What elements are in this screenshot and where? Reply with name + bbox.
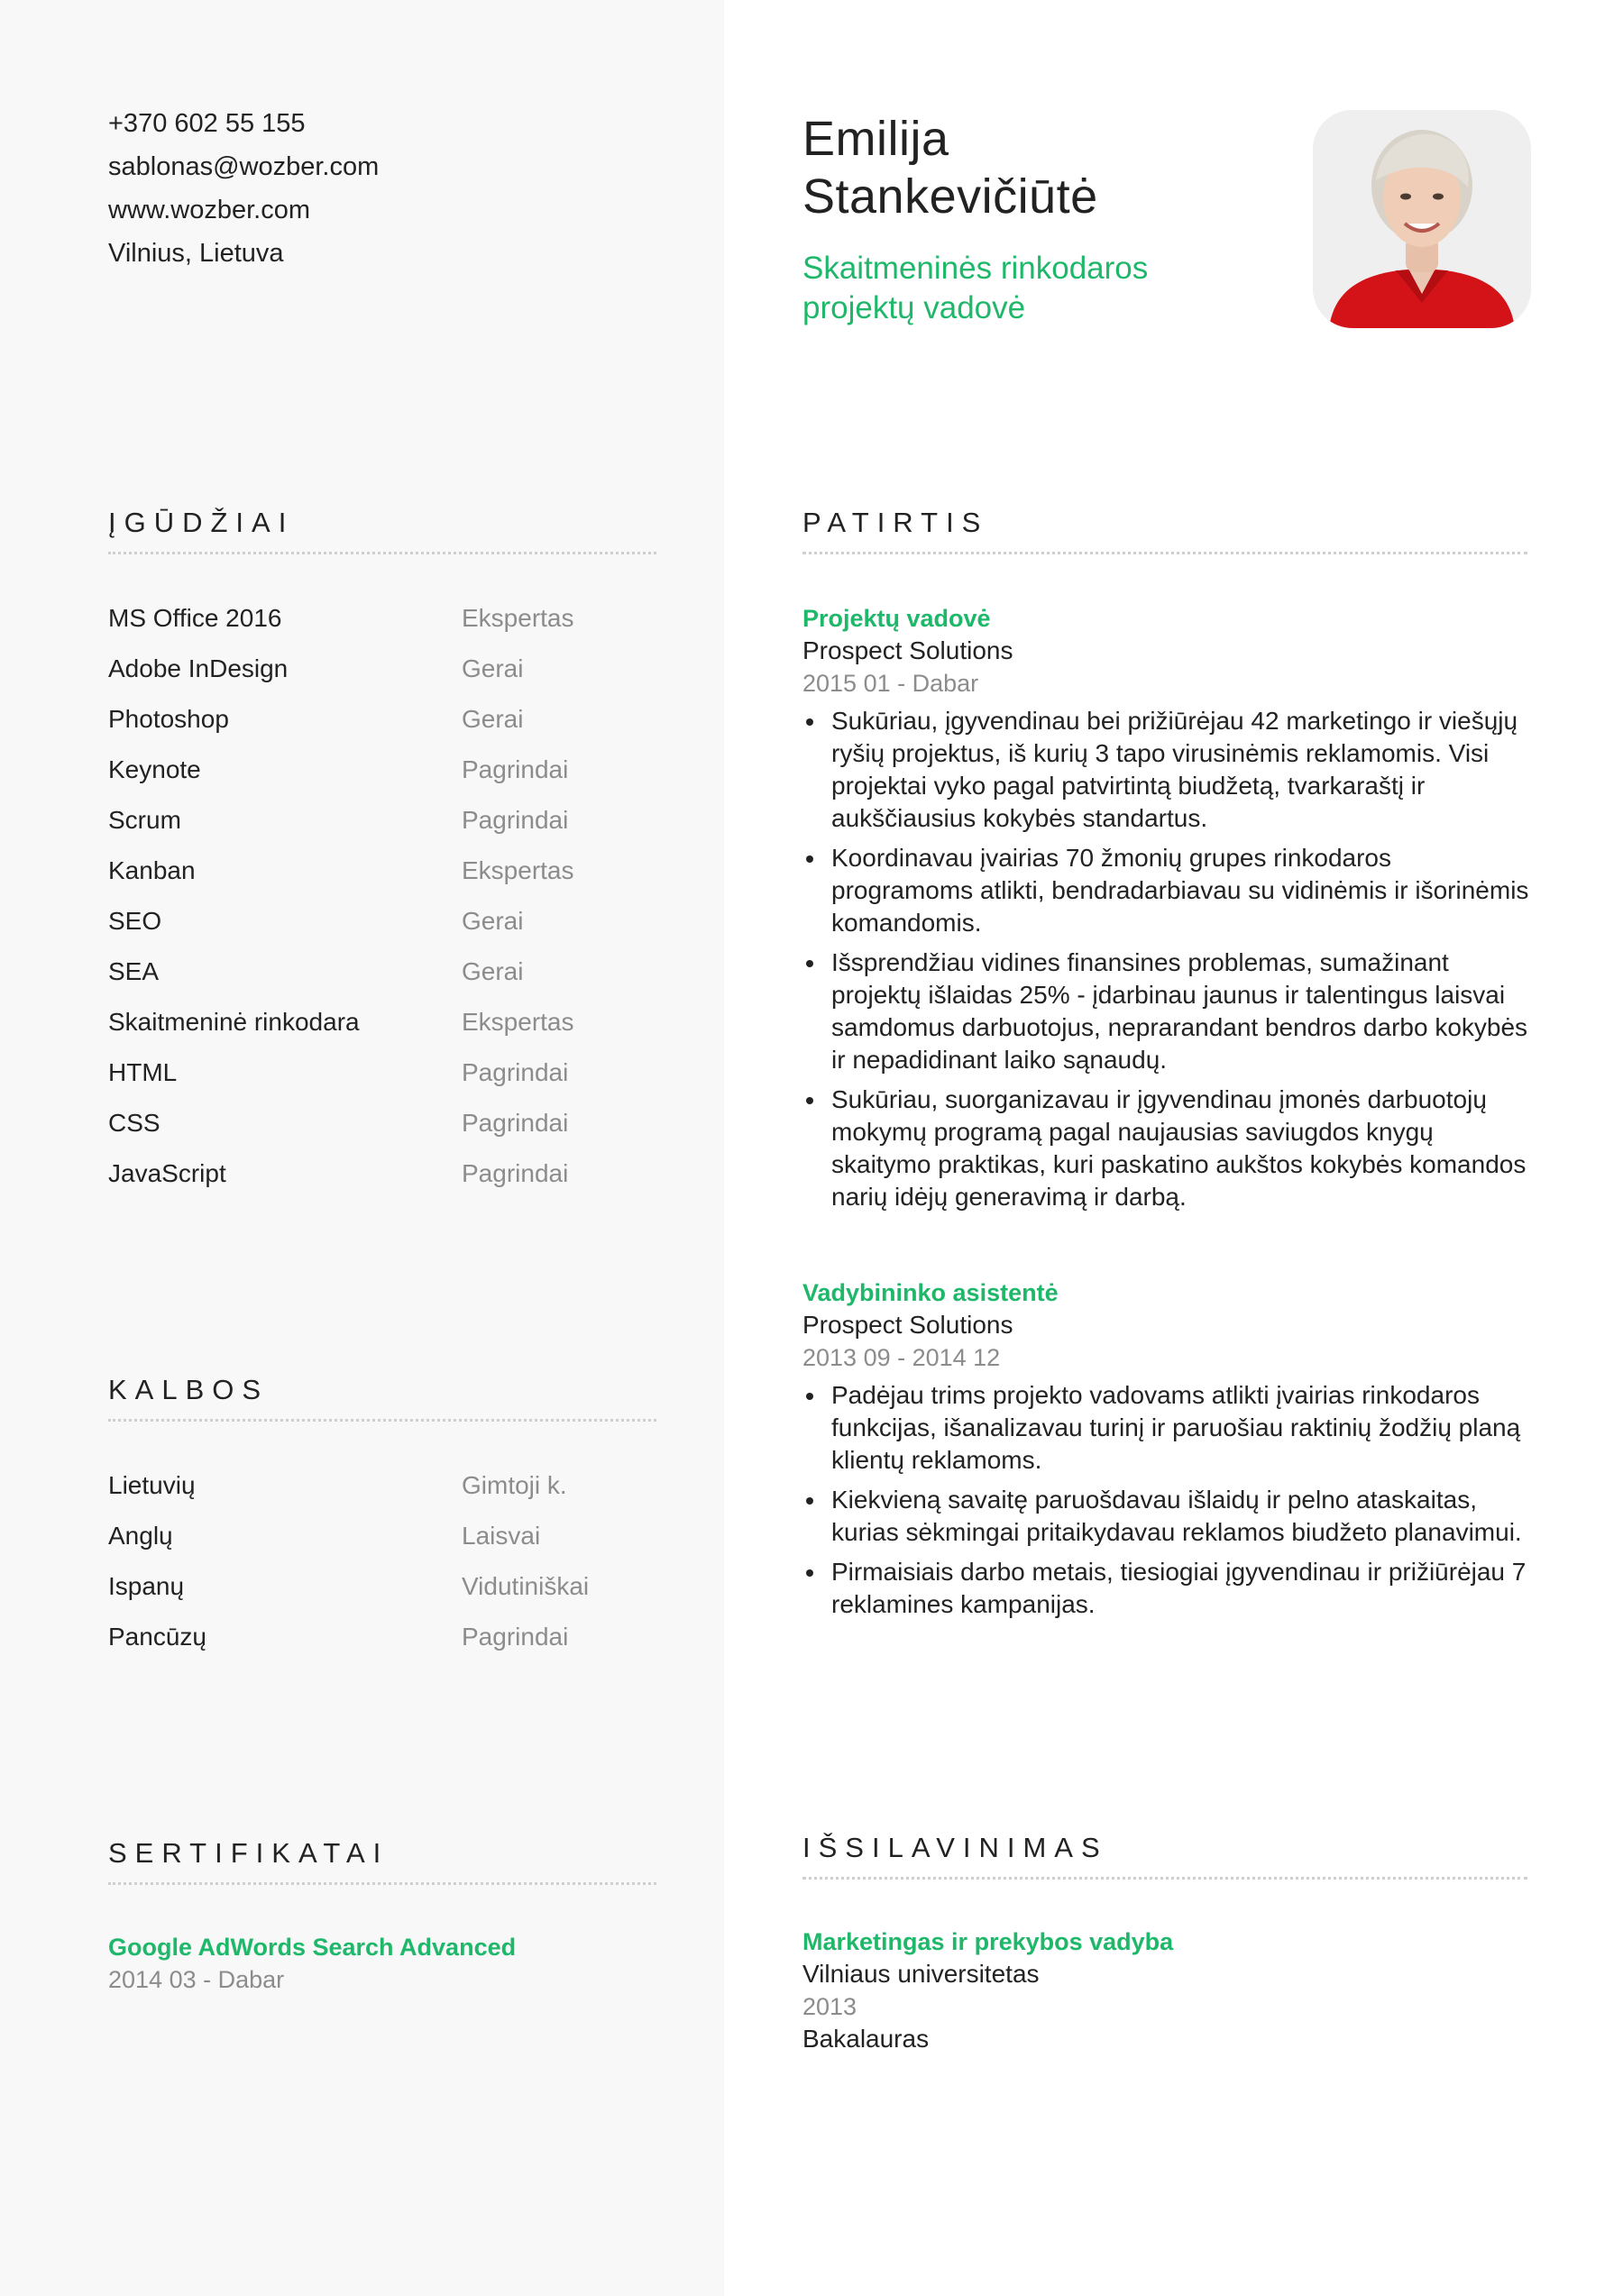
certificates-title: SERTIFIKATAI [108,1837,390,1869]
contact-email: sablonas@wozber.com [108,152,380,181]
skill-level: Gerai [462,654,524,682]
skill-level: Ekspertas [462,856,574,884]
job-date: 2013 09 - 2014 12 [802,1344,1001,1371]
job-title: Projektų vadovė [802,605,991,632]
language-name: Anglų [108,1522,173,1550]
skill-name: JavaScript [108,1159,226,1187]
skills-list [108,600,656,1213]
language-name: Pancūzų [108,1623,206,1651]
skill-name: Photoshop [108,705,229,733]
education-school: Vilniaus universitetas [802,1960,1040,1988]
job-bullet: Sukūriau, įgyvendinau bei prižiūrėjau 42 marketingo ir viešųjų ryšių projektus, iš kurių 3 tapo virusinėmis reklamomis. Visi projektai vyko pagal patvirtintą biudžetą, tvarkaraštį ir aukščiausius kokybės standartus. [802,705,1533,835]
job-date: 2015 01 - Dabar [802,670,979,697]
skill-name: MS Office 2016 [108,604,282,632]
skill-level: Pagrindai [462,1058,569,1086]
contact-location: Vilnius, Lietuva [108,239,284,268]
language-level: Vidutiniškai [462,1572,590,1600]
header-block [802,110,1271,328]
name-first: Emilija [802,112,949,166]
languages-list [108,1468,656,1677]
skill-name: Scrum [108,806,181,834]
education-field: Marketingas ir prekybos vadyba [802,1928,1174,1955]
languages-title: KALBOS [108,1374,270,1405]
language-level: Pagrindai [462,1623,569,1651]
contact-block [108,102,379,275]
experience-divider [802,552,1527,554]
skill-name: Keynote [108,755,201,783]
skill-level: Pagrindai [462,1109,569,1137]
skill-name: Adobe InDesign [108,654,289,682]
skill-level: Ekspertas [462,1008,574,1036]
certificate-date: 2014 03 - Dabar [108,1966,285,1993]
name-last: Stankevičiūtė [802,169,1098,224]
job-entry [802,1276,1533,1628]
certificate-entry [108,1931,667,1996]
experience-title: PATIRTIS [802,507,989,538]
skill-name: SEA [108,957,160,985]
job-bullet: Koordinavau įvairias 70 žmonių grupes rinkodaros programoms atlikti, bendradarbiavau su vidinėmis ir išorinėmis komandomis. [802,842,1533,939]
skill-name: CSS [108,1109,160,1137]
education-entry [802,1926,1533,2055]
education-title: IŠSILAVINIMAS [802,1832,1108,1863]
contact-phone: +370 602 55 155 [108,109,306,138]
job-bullet: Kiekvieną savaitę paruošdavau išlaidų ir pelno ataskaitas, kurias sėkmingai pritaikydavau reklamos biudžeto planavimui. [802,1484,1533,1549]
skill-level: Pagrindai [462,806,569,834]
skill-level: Pagrindai [462,1159,569,1187]
job-title: Vadybininko asistentė [802,1279,1059,1306]
language-level: Laisvai [462,1522,541,1550]
education-degree: Bakalauras [802,2025,930,2053]
job-bullet: Pirmaisiais darbo metais, tiesiogiai įgyvendinau ir prižiūrėjau 7 reklamines kampanijas. [802,1556,1533,1621]
profile-photo [1313,110,1531,328]
skill-level: Pagrindai [462,755,569,783]
job-bullet: Padėjau trims projekto vadovams atlikti įvairias rinkodaros funkcijas, išanalizavau turinį ir paruošiau raktinių žodžių planą klientų reklamoms. [802,1379,1533,1477]
languages-divider [108,1419,656,1422]
role-line-1: Skaitmeninės rinkodaros [802,251,1149,286]
job-company: Prospect Solutions [802,636,1013,664]
skill-level: Gerai [462,705,524,733]
language-name: Lietuvių [108,1471,196,1499]
skill-name: SEO [108,907,162,935]
skills-divider [108,552,656,554]
skill-level: Gerai [462,957,524,985]
certificates-divider [108,1882,656,1885]
skill-name: HTML [108,1058,178,1086]
language-level: Gimtoji k. [462,1471,567,1499]
job-bullets [802,1379,1533,1621]
language-name: Ispanų [108,1572,185,1600]
portrait-image [1313,110,1531,328]
role-line-2: projektų vadovė [802,290,1026,325]
job-company: Prospect Solutions [802,1311,1013,1339]
skill-level: Ekspertas [462,604,574,632]
job-entry [802,602,1533,1221]
skill-name: Kanban [108,856,196,884]
certificate-name: Google AdWords Search Advanced [108,1934,517,1961]
job-bullets [802,705,1533,1213]
contact-website: www.wozber.com [108,196,311,224]
skill-level: Gerai [462,907,524,935]
skills-title: ĮGŪDŽIAI [108,507,295,538]
skill-name: Skaitmeninė rinkodara [108,1008,360,1036]
job-bullet: Sukūriau, suorganizavau ir įgyvendinau įmonės darbuotojų mokymų programą pagal naujausias saviugdos knygų skaitymo praktikas, kuri paskatino aukštos kokybės komandos narių idėjų generavimą ir darbą. [802,1084,1533,1213]
job-bullet: Išsprendžiau vidines finansines problemas, sumažinant projektų išlaidas 25% - įdarbinau jaunus ir talentingus laisvai samdomus darbuotojus, neprarandant bendros darbo kokybės ir nepadidinant laiko sąnaudų. [802,947,1533,1076]
education-divider [802,1877,1527,1880]
education-year: 2013 [802,1993,857,2020]
